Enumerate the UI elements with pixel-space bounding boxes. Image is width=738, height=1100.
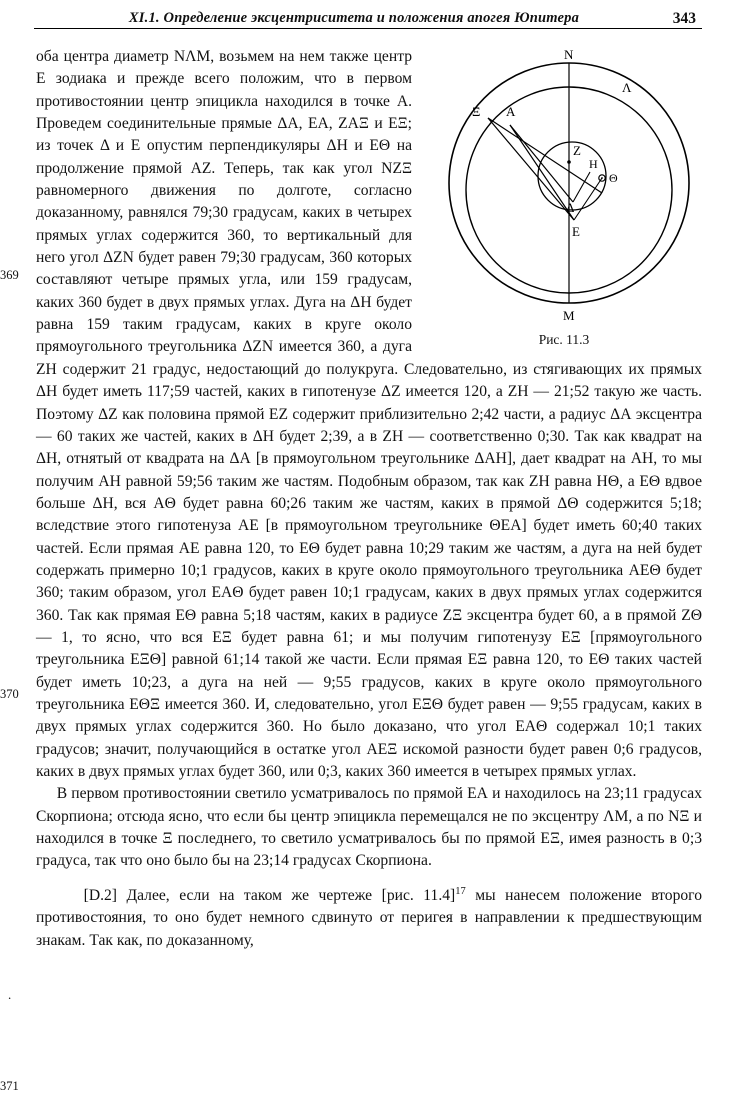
paragraph-3-suffix: мы нанесем положение второго противостояния, то оно будет немного сдвинуто от перигея в направлении к предшествующим знакам. Так как, по доказанному, — [36, 886, 702, 949]
header-rule — [34, 28, 702, 29]
margin-number-369: 369 — [0, 268, 19, 282]
figure-label-Lambda: Λ — [622, 80, 632, 95]
figure-label-N: N — [564, 50, 574, 62]
paragraph-3-prefix: [D.2] Далее, если на таком же чертеже [рис. 11.4] — [83, 886, 456, 904]
paragraph-3 — [36, 881, 702, 952]
figure-label-Z: Z — [573, 143, 581, 158]
figure-label-H: H — [589, 157, 598, 171]
paragraph-2 — [36, 783, 702, 872]
footnote-marker: 17 — [455, 885, 466, 897]
margin-dot-mark: . — [8, 987, 12, 1002]
paragraph-2-text: В первом противостоянии светило усматривалось по прямой ЕА и находилось на 23;11 градусах Скорпиона; отсюда ясно, что если бы центр эпицикла перемещался не по эксцентру ΛΜ, а по NΞ и находился в точке Ξ последнего, то светило усматривалось бы по прямой ЕΞ, имея разность в 0;3 градуса, так что оно было бы на 23;14 градусах Скорпиона. — [36, 785, 702, 870]
figure-label-Xi: Ξ — [472, 104, 481, 119]
paragraph-spacer — [36, 873, 702, 881]
page-number: 343 — [672, 10, 696, 27]
figure-caption: Рис. 11.3 — [538, 332, 590, 347]
page-content — [36, 46, 702, 952]
figure-11-3 — [426, 50, 702, 350]
figure-diagram — [426, 50, 702, 332]
text-figure-wrap — [36, 46, 702, 783]
margin-number-370: 370 — [0, 687, 19, 701]
paragraph-1-text-c: ΔН будет 2;39, а в ΖН — соответственно 0;30. Так как квадрат на ΔН, отнятый от квадрата на ΔА [в прямоугольном треугольнике ΔАН], дает квадрат на АН, то мы получим АН равной 59;56 таким же частям. Подобным образом, так как ΖН равна НΘ, а ЕΘ вдвое больше ΔН, вся АΘ будет равна 60;26 таким же частям, каких в прямой ΔΘ содержится 5;18; вследствие этого гипотенуза АЕ [в прямоугольном треугольнике ΘЕА] будет иметь 60;40 таких частей. Если прямая АЕ равна 120, то ЕΘ будет равна 10;29 таким же частям, а дуга на ней будет содержать примерно 10;1 градусов, каких в круге около прямоугольного треугольника АЕΘ будет 360; таким образом, угол ЕАΘ будет равен 10;1 градусам, каких в двух прямых углах содержится 360. Так как прямая ЕΘ равна 5;18 частям, каких в радиусе ΖΞ эксцентра будет 60, а в прямой ΖΘ — 1, то ясно, что вся ЕΞ будет равна 61; и мы получим гипотенузу ЕΞ [прямоугольного треугольника ЕΞΘ] равной 61;14 такой же части. Если прямая ЕΞ равна 120, то ЕΘ таких частей будет иметь 10;23, а дуга на ней — 9;55 градусов, каких в круге около прямоугольного треугольника ЕΘΞ имеется 360. И, следовательно, угол ЕΞΘ будет равен — 9;55 градусам, каких в двух прямых углах содержится 360. Но было доказано, что угол ЕАΘ содержал 10;1 таких градусов; значит, получающийся в остатке угол АЕΞ искомой разности будет равен 0;6 градусов, каких в двух прямых углах будет 360, или 0;3, каких 360 имеется в четырех прямых углах. — [36, 427, 703, 780]
paragraph-1-text-a: оба центра диаметр NΛΜ, возьмем на нем также центр Ε зодиака и прежде всего положим, что в первом противостоянии центр эпицикла находился в точке А. Проведем соединительные прямые ΔА, ЕА, ZΑΞ и ЕΞ; из точек Δ и Ε опустим перпендикуляры ΔН и ЕΘ на продолжение прямой AZ. Теперь, так как угол NZΞ равномерного движения — [36, 48, 412, 200]
figure-label-A: A — [506, 104, 516, 119]
running-title: XI.1. Определение эксцентриситета и положения апогея Юпитера — [128, 10, 580, 26]
figure-label-Theta: Θ — [609, 171, 618, 185]
figure-label-Delta: Δ — [566, 200, 575, 215]
margin-number-371: 371 — [0, 1079, 19, 1093]
paragraph-1-text-b: по долготе, согласно доказанному, равнялся 79;30 градусам, каких в четырех прямых углах содержится 360, то вертикальный для него угол ΔΖΝ будет равен 79;30 градусам, 360 которых составляют четыре прямых угла, или 159 градусам, каких 360 будет в двух прямых углах. Дуга на ΔН будет равна 159 таким градусам, каких в круге около прямоугольного треугольника ΔΖΝ имеется 360, а дуга ΖН содержит 21 градус, недостающий до полукруга. Следовательно, из стягивающих их прямых ΔН будет иметь 117;59 частей, каких в гипотенузе ΔΖ имеется 120, а ΖН — 21;52 такую же часть. Поэтому ΔΖ как половина прямой ЕΖ содержит приблизительно 2;42 части, а радиус ΔА эксцентра — 60 таких же частей, каких в — [36, 182, 702, 445]
figure-label-E: E — [572, 224, 580, 239]
figure-label-M: M — [563, 308, 575, 323]
